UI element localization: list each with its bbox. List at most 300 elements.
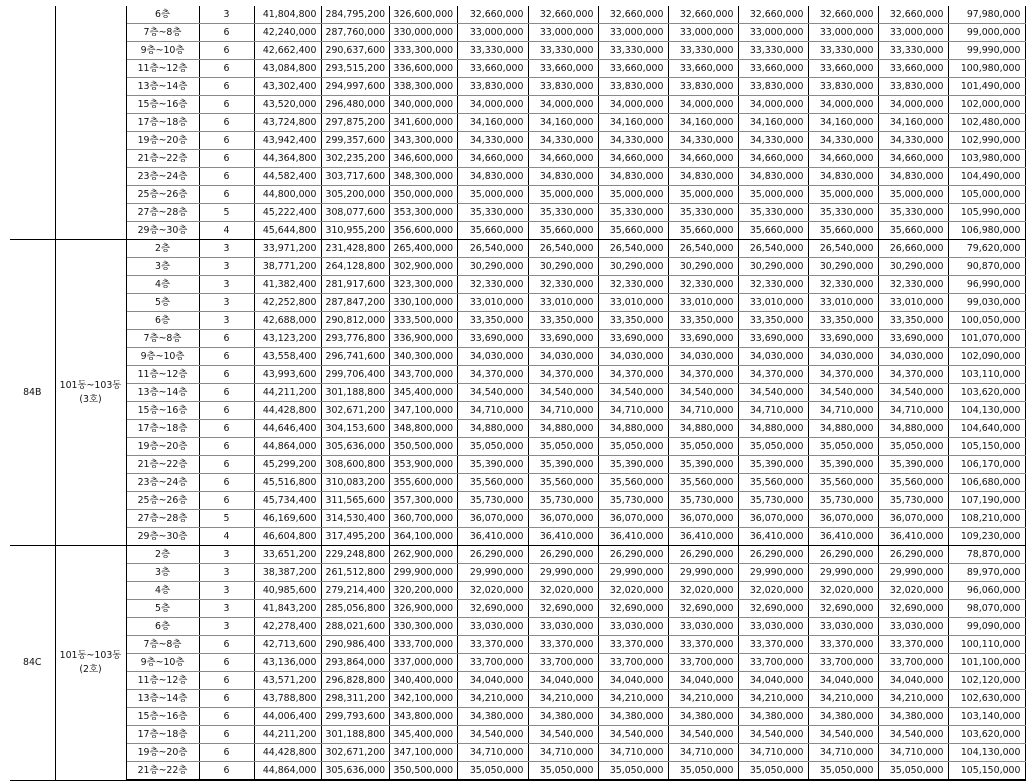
table-row [10,546,1025,564]
amount-cell: 33,651,200 [254,546,321,564]
amount-cell: 35,050,000 [668,762,738,781]
amount-cell: 35,000,000 [668,186,738,204]
amount-cell: 102,090,000 [948,348,1025,366]
amount-cell: 35,000,000 [808,186,878,204]
floor-cell: 17층~18층 [126,726,199,744]
amount-cell: 43,558,400 [254,348,321,366]
amount-cell: 35,050,000 [528,438,598,456]
amount-cell: 264,128,800 [321,258,389,276]
amount-cell: 34,540,000 [528,384,598,402]
amount-cell: 34,040,000 [878,672,948,690]
amount-cell: 35,050,000 [808,762,878,781]
amount-cell: 33,830,000 [528,78,598,96]
amount-cell: 34,710,000 [878,402,948,420]
amount-cell: 34,000,000 [738,96,808,114]
unit-count-cell: 5 [199,204,254,222]
amount-cell: 35,560,000 [598,474,668,492]
amount-cell: 34,540,000 [598,726,668,744]
floor-cell: 25층~26층 [126,186,199,204]
amount-cell: 33,010,000 [668,294,738,312]
amount-cell: 35,050,000 [878,438,948,456]
amount-cell: 105,000,000 [948,186,1025,204]
amount-cell: 34,160,000 [878,114,948,132]
amount-cell: 34,210,000 [668,690,738,708]
amount-cell: 34,210,000 [808,690,878,708]
amount-cell: 26,660,000 [878,240,948,258]
amount-cell: 42,688,000 [254,312,321,330]
amount-cell: 34,710,000 [738,744,808,762]
amount-cell: 34,660,000 [668,150,738,168]
amount-cell: 340,300,000 [389,348,457,366]
amount-cell: 35,560,000 [668,474,738,492]
amount-cell: 341,600,000 [389,114,457,132]
amount-cell: 44,582,400 [254,168,321,186]
amount-cell: 330,300,000 [389,618,457,636]
amount-cell: 32,330,000 [738,276,808,294]
amount-cell: 35,330,000 [878,204,948,222]
amount-cell: 32,020,000 [878,582,948,600]
unit-count-cell: 6 [199,420,254,438]
amount-cell: 34,160,000 [598,114,668,132]
amount-cell: 100,050,000 [948,312,1025,330]
amount-cell: 33,700,000 [668,654,738,672]
amount-cell: 43,942,400 [254,132,321,150]
amount-cell: 42,252,800 [254,294,321,312]
amount-cell: 104,640,000 [948,420,1025,438]
amount-cell: 35,660,000 [878,222,948,240]
amount-cell: 305,636,000 [321,762,389,781]
floor-cell: 11층~12층 [126,672,199,690]
amount-cell: 34,540,000 [528,726,598,744]
amount-cell: 33,690,000 [528,330,598,348]
amount-cell: 26,290,000 [878,546,948,564]
amount-cell: 36,410,000 [738,528,808,546]
amount-cell: 35,330,000 [457,204,528,222]
amount-cell: 333,300,000 [389,42,457,60]
amount-cell: 101,100,000 [948,654,1025,672]
amount-cell: 35,000,000 [457,186,528,204]
table-row [10,240,1025,258]
amount-cell: 296,480,000 [321,96,389,114]
amount-cell: 35,050,000 [457,762,528,781]
amount-cell: 32,690,000 [528,600,598,618]
amount-cell: 101,490,000 [948,78,1025,96]
amount-cell: 35,000,000 [738,186,808,204]
amount-cell: 34,330,000 [808,132,878,150]
amount-cell: 347,100,000 [389,402,457,420]
amount-cell: 97,980,000 [948,6,1025,24]
table-row [10,762,1025,781]
amount-cell: 33,330,000 [808,42,878,60]
amount-cell: 32,020,000 [598,582,668,600]
floor-cell: 17층~18층 [126,114,199,132]
amount-cell: 44,211,200 [254,384,321,402]
amount-cell: 299,900,000 [389,564,457,582]
floor-cell: 9층~10층 [126,42,199,60]
amount-cell: 310,083,200 [321,474,389,492]
amount-cell: 43,520,000 [254,96,321,114]
amount-cell: 34,160,000 [457,114,528,132]
amount-cell: 34,710,000 [598,402,668,420]
amount-cell: 33,660,000 [738,60,808,78]
amount-cell: 33,000,000 [668,24,738,42]
amount-cell: 34,830,000 [808,168,878,186]
amount-cell: 26,290,000 [598,546,668,564]
floor-cell: 6층 [126,618,199,636]
amount-cell: 35,660,000 [738,222,808,240]
amount-cell: 34,030,000 [668,348,738,366]
amount-cell: 33,370,000 [808,636,878,654]
amount-cell: 311,565,600 [321,492,389,510]
amount-cell: 102,990,000 [948,132,1025,150]
amount-cell: 34,210,000 [738,690,808,708]
floor-cell: 6층 [126,6,199,24]
amount-cell: 33,000,000 [528,24,598,42]
amount-cell: 103,980,000 [948,150,1025,168]
amount-cell: 34,370,000 [598,366,668,384]
amount-cell: 326,900,000 [389,600,457,618]
amount-cell: 34,710,000 [528,744,598,762]
amount-cell: 44,646,400 [254,420,321,438]
amount-cell: 333,500,000 [389,312,457,330]
amount-cell: 43,123,200 [254,330,321,348]
floor-cell: 15층~16층 [126,402,199,420]
amount-cell: 45,222,400 [254,204,321,222]
table-row [10,312,1025,330]
amount-cell: 34,880,000 [668,420,738,438]
unit-count-cell: 3 [199,258,254,276]
unit-count-cell: 3 [199,618,254,636]
amount-cell: 103,110,000 [948,366,1025,384]
floor-cell: 29층~30층 [126,222,199,240]
amount-cell: 46,604,800 [254,528,321,546]
amount-cell: 33,690,000 [457,330,528,348]
floor-cell: 9층~10층 [126,654,199,672]
table-row [10,474,1025,492]
amount-cell: 33,000,000 [457,24,528,42]
table-row [10,366,1025,384]
amount-cell: 33,010,000 [528,294,598,312]
table-row [10,618,1025,636]
amount-cell: 330,000,000 [389,24,457,42]
amount-cell: 35,330,000 [738,204,808,222]
amount-cell: 357,300,000 [389,492,457,510]
floor-cell: 11층~12층 [126,60,199,78]
amount-cell: 26,540,000 [598,240,668,258]
amount-cell: 314,530,400 [321,510,389,528]
amount-cell: 34,330,000 [528,132,598,150]
unit-count-cell: 6 [199,348,254,366]
table-row [10,276,1025,294]
floor-cell: 27층~28층 [126,510,199,528]
table-row [10,24,1025,42]
amount-cell: 290,812,000 [321,312,389,330]
amount-cell: 26,540,000 [528,240,598,258]
amount-cell: 32,660,000 [598,6,668,24]
price-table [10,6,1026,781]
amount-cell: 303,717,600 [321,168,389,186]
amount-cell: 35,000,000 [528,186,598,204]
unit-type-cell: 84C [10,546,55,781]
unit-count-cell: 3 [199,312,254,330]
amount-cell: 35,050,000 [598,438,668,456]
amount-cell: 33,000,000 [598,24,668,42]
amount-cell: 32,330,000 [457,276,528,294]
amount-cell: 34,660,000 [878,150,948,168]
amount-cell: 30,290,000 [738,258,808,276]
amount-cell: 29,990,000 [878,564,948,582]
floor-cell: 5층 [126,600,199,618]
floor-cell: 2층 [126,546,199,564]
amount-cell: 34,880,000 [598,420,668,438]
amount-cell: 44,428,800 [254,744,321,762]
table-row [10,402,1025,420]
table-row [10,294,1025,312]
amount-cell: 34,380,000 [528,708,598,726]
amount-cell: 106,170,000 [948,456,1025,474]
amount-cell: 78,870,000 [948,546,1025,564]
amount-cell: 26,290,000 [457,546,528,564]
amount-cell: 33,700,000 [598,654,668,672]
unit-count-cell: 6 [199,384,254,402]
floor-cell: 3층 [126,564,199,582]
amount-cell: 34,380,000 [808,708,878,726]
amount-cell: 35,660,000 [668,222,738,240]
unit-count-cell: 6 [199,132,254,150]
amount-cell: 29,990,000 [457,564,528,582]
amount-cell: 36,070,000 [878,510,948,528]
amount-cell: 43,302,400 [254,78,321,96]
amount-cell: 30,290,000 [808,258,878,276]
table-row [10,6,1025,24]
amount-cell: 287,760,000 [321,24,389,42]
amount-cell: 34,040,000 [668,672,738,690]
amount-cell: 32,690,000 [598,600,668,618]
amount-cell: 33,030,000 [668,618,738,636]
table-row [10,204,1025,222]
unit-count-cell: 6 [199,654,254,672]
amount-cell: 32,330,000 [808,276,878,294]
amount-cell: 33,350,000 [878,312,948,330]
unit-count-cell: 3 [199,564,254,582]
amount-cell: 35,050,000 [738,438,808,456]
amount-cell: 34,030,000 [457,348,528,366]
amount-cell: 317,495,200 [321,528,389,546]
amount-cell: 34,830,000 [878,168,948,186]
floor-cell: 15층~16층 [126,96,199,114]
amount-cell: 38,771,200 [254,258,321,276]
amount-cell: 343,800,000 [389,708,457,726]
amount-cell: 304,153,600 [321,420,389,438]
floor-cell: 19층~20층 [126,132,199,150]
amount-cell: 26,290,000 [808,546,878,564]
amount-cell: 34,030,000 [528,348,598,366]
amount-cell: 336,600,000 [389,60,457,78]
table-row [10,96,1025,114]
amount-cell: 34,540,000 [808,726,878,744]
amount-cell: 89,970,000 [948,564,1025,582]
amount-cell: 33,010,000 [738,294,808,312]
amount-cell: 33,330,000 [528,42,598,60]
amount-cell: 33,700,000 [808,654,878,672]
amount-cell: 30,290,000 [668,258,738,276]
amount-cell: 34,540,000 [738,726,808,744]
amount-cell: 103,620,000 [948,726,1025,744]
amount-cell: 30,290,000 [598,258,668,276]
floor-cell: 21층~22층 [126,456,199,474]
amount-cell: 34,030,000 [878,348,948,366]
amount-cell: 35,050,000 [668,438,738,456]
table-row [10,654,1025,672]
amount-cell: 34,660,000 [738,150,808,168]
amount-cell: 104,130,000 [948,402,1025,420]
amount-cell: 36,410,000 [528,528,598,546]
amount-cell: 310,955,200 [321,222,389,240]
amount-cell: 79,620,000 [948,240,1025,258]
amount-cell: 294,997,600 [321,78,389,96]
unit-count-cell: 6 [199,114,254,132]
amount-cell: 34,000,000 [668,96,738,114]
amount-cell: 26,290,000 [668,546,738,564]
amount-cell: 301,188,800 [321,384,389,402]
amount-cell: 265,400,000 [389,240,457,258]
amount-cell: 34,540,000 [668,726,738,744]
amount-cell: 40,985,600 [254,582,321,600]
amount-cell: 36,410,000 [598,528,668,546]
amount-cell: 34,160,000 [528,114,598,132]
unit-count-cell: 6 [199,456,254,474]
amount-cell: 33,370,000 [668,636,738,654]
amount-cell: 350,500,000 [389,762,457,781]
unit-count-cell: 3 [199,546,254,564]
amount-cell: 34,710,000 [878,744,948,762]
amount-cell: 33,030,000 [878,618,948,636]
amount-cell: 35,730,000 [598,492,668,510]
floor-cell: 4층 [126,582,199,600]
amount-cell: 35,660,000 [528,222,598,240]
amount-cell: 33,350,000 [598,312,668,330]
amount-cell: 90,870,000 [948,258,1025,276]
amount-cell: 33,830,000 [598,78,668,96]
amount-cell: 44,364,800 [254,150,321,168]
amount-cell: 32,690,000 [457,600,528,618]
amount-cell: 34,660,000 [598,150,668,168]
amount-cell: 44,006,400 [254,708,321,726]
amount-cell: 32,660,000 [528,6,598,24]
amount-cell: 33,010,000 [598,294,668,312]
amount-cell: 103,140,000 [948,708,1025,726]
table-row [10,492,1025,510]
floor-cell: 4층 [126,276,199,294]
amount-cell: 43,084,800 [254,60,321,78]
amount-cell: 33,660,000 [668,60,738,78]
amount-cell: 33,370,000 [598,636,668,654]
amount-cell: 35,050,000 [808,438,878,456]
amount-cell: 323,300,000 [389,276,457,294]
amount-cell: 355,600,000 [389,474,457,492]
amount-cell: 296,741,600 [321,348,389,366]
amount-cell: 326,600,000 [389,6,457,24]
amount-cell: 99,990,000 [948,42,1025,60]
amount-cell: 35,390,000 [528,456,598,474]
amount-cell: 33,330,000 [668,42,738,60]
amount-cell: 32,690,000 [668,600,738,618]
amount-cell: 34,830,000 [668,168,738,186]
unit-count-cell: 6 [199,402,254,420]
amount-cell: 105,150,000 [948,762,1025,781]
amount-cell: 33,350,000 [738,312,808,330]
amount-cell: 99,030,000 [948,294,1025,312]
amount-cell: 33,010,000 [457,294,528,312]
amount-cell: 43,571,200 [254,672,321,690]
unit-count-cell: 3 [199,6,254,24]
amount-cell: 297,875,200 [321,114,389,132]
amount-cell: 33,690,000 [668,330,738,348]
amount-cell: 34,160,000 [668,114,738,132]
table-row [10,528,1025,546]
amount-cell: 34,040,000 [808,672,878,690]
amount-cell: 35,390,000 [668,456,738,474]
amount-cell: 41,804,800 [254,6,321,24]
amount-cell: 35,730,000 [878,492,948,510]
amount-cell: 32,020,000 [738,582,808,600]
amount-cell: 348,300,000 [389,168,457,186]
amount-cell: 32,330,000 [528,276,598,294]
amount-cell: 36,070,000 [668,510,738,528]
floor-cell: 17층~18층 [126,420,199,438]
table-row [10,168,1025,186]
amount-cell: 34,830,000 [598,168,668,186]
amount-cell: 35,050,000 [878,762,948,781]
amount-cell: 96,990,000 [948,276,1025,294]
amount-cell: 35,730,000 [668,492,738,510]
amount-cell: 43,788,800 [254,690,321,708]
amount-cell: 32,690,000 [738,600,808,618]
table-row [10,60,1025,78]
amount-cell: 42,713,600 [254,636,321,654]
amount-cell: 34,210,000 [598,690,668,708]
amount-cell: 34,330,000 [738,132,808,150]
amount-cell: 26,540,000 [808,240,878,258]
amount-cell: 34,710,000 [598,744,668,762]
amount-cell: 101,070,000 [948,330,1025,348]
amount-cell: 34,710,000 [668,744,738,762]
amount-cell: 35,390,000 [457,456,528,474]
amount-cell: 33,030,000 [808,618,878,636]
amount-cell: 34,380,000 [878,708,948,726]
unit-count-cell: 6 [199,330,254,348]
table-row [10,348,1025,366]
table-row [10,132,1025,150]
unit-count-cell: 6 [199,636,254,654]
unit-count-cell: 6 [199,60,254,78]
amount-cell: 45,734,400 [254,492,321,510]
amount-cell: 296,828,800 [321,672,389,690]
table-row [10,600,1025,618]
floor-cell: 19층~20층 [126,744,199,762]
amount-cell: 109,230,000 [948,528,1025,546]
amount-cell: 99,090,000 [948,618,1025,636]
amount-cell: 32,020,000 [808,582,878,600]
amount-cell: 29,990,000 [808,564,878,582]
table-row [10,744,1025,762]
amount-cell: 299,793,600 [321,708,389,726]
amount-cell: 43,136,000 [254,654,321,672]
amount-cell: 34,030,000 [598,348,668,366]
table-row [10,726,1025,744]
amount-cell: 34,160,000 [808,114,878,132]
amount-cell: 290,637,600 [321,42,389,60]
